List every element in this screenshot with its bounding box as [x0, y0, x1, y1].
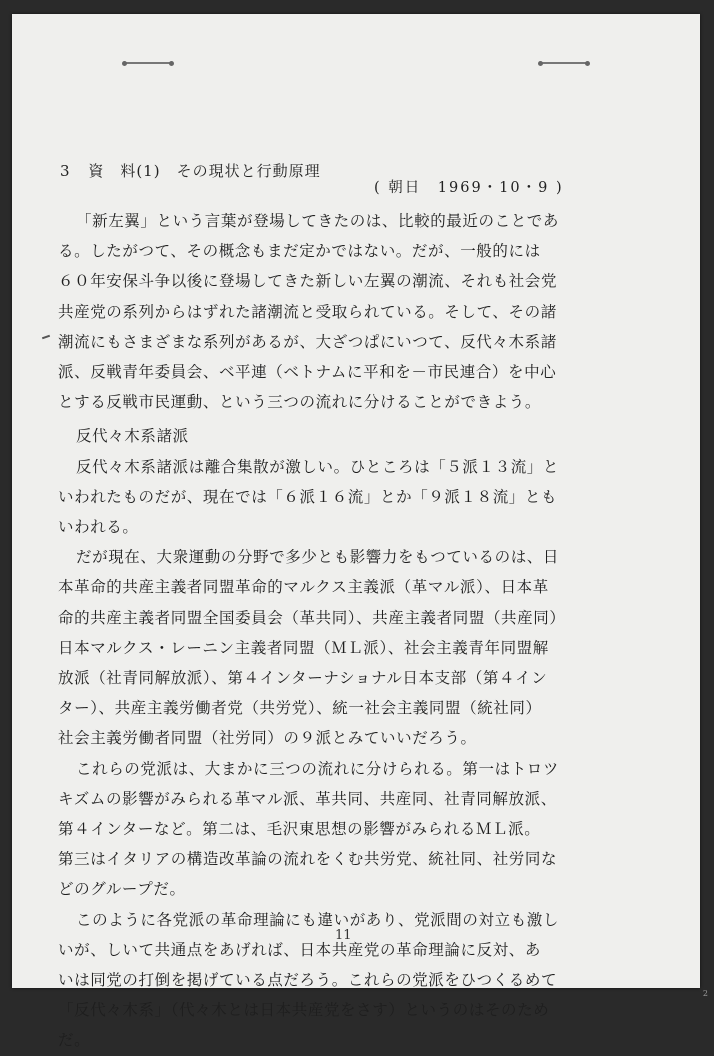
corner-mark: 2	[702, 989, 708, 998]
text-line: 第４インターなど。第二は、毛沢東思想の影響がみられるＭＬ派。	[58, 820, 541, 839]
source-dateline: ( 朝日 1969・10・9 )	[374, 180, 564, 196]
text-line: ６０年安保斗争以後に登場してきた新しい左翼の潮流、それも社会党	[58, 272, 558, 291]
text-line: 派、反戦青年委員会、ベ平連（ベトナムに平和を－市民連合）を中心	[58, 363, 557, 382]
text-line: これらの党派は、大まかに三つの流れに分けられる。第一はトロツ	[76, 759, 560, 778]
text-line: このように各党派の革命理論にも違いがあり、党派間の対立も激し	[76, 910, 560, 929]
text-line: 反代々木系諸派は離合集散が激しい。ひところは「５派１３流」と	[76, 457, 560, 476]
body-text	[58, 206, 654, 1056]
text-line: いが、しいて共通点をあげれば、日本共産党の革命理論に反対、あ	[58, 940, 542, 959]
text-line: 第三はイタリアの構造改革論の流れをくむ共労党、統社同、社労同な	[58, 850, 558, 869]
text-line: いわれる。	[58, 518, 139, 537]
subsection-heading: 反代々木系諸派	[76, 427, 189, 446]
text-line: だが現在、大衆運動の分野で多少とも影響力をもつているのは、日	[76, 548, 560, 567]
text-line: だ。	[58, 1031, 91, 1050]
text-line: 日本マルクス・レーニン主義者同盟（ＭＬ派）、社会主義青年同盟解	[58, 638, 549, 657]
document-page	[12, 14, 700, 1050]
text-line: 「反代々木系」（代々木とは日本共産党をさす）というのはそのため	[58, 1001, 550, 1020]
staple-mark-left	[124, 62, 172, 68]
text-line: ター）、共産主義労働者党（共労党）、統一社会主義同盟（統社同）	[58, 699, 542, 718]
subsection-body	[58, 452, 654, 1056]
section-title: 資 料(1) その現状と行動原理	[88, 162, 321, 180]
page-number: 11	[335, 928, 352, 943]
section-number: 3	[60, 162, 71, 180]
text-line: 社会主義労働者同盟（社労同）の９派とみていいだろう。	[58, 729, 477, 748]
section-heading	[60, 160, 321, 181]
pen-mark	[42, 335, 50, 340]
staple-mark-right	[540, 62, 588, 68]
text-line: 放派（社青同解放派）、第４インターナショナル日本支部（第４イン	[58, 669, 548, 688]
text-line: どのグループだ。	[58, 880, 186, 899]
text-line: いは同党の打倒を掲げている点だろう。これらの党派をひつくるめて	[58, 971, 558, 990]
text-line: 潮流にもさまざまな系列があるが、大ざつぱにいつて、反代々木系諸	[58, 332, 557, 351]
text-line: いわれたものだが、現在では「６派１６流」とか「９派１８流」とも	[58, 487, 558, 506]
text-line: キズムの影響がみられる革マル派、革共同、共産同、社青同解放派、	[58, 789, 557, 808]
text-line: 「新左翼」という言葉が登場してきたのは、比較的最近のことであ	[76, 212, 560, 230]
intro-paragraph	[58, 206, 654, 417]
text-line: 本革命的共産主義者同盟革命的マルクス主義派（革マル派）、日本革	[58, 578, 549, 597]
text-line: 共産党の系列からはずれた諸潮流と受取られている。そして、その諸	[58, 302, 557, 321]
text-line: とする反戦市民運動、という三つの流れに分けることができよう。	[58, 393, 542, 412]
text-line: 命的共産主義者同盟全国委員会（革共同）、共産主義者同盟（共産同）	[58, 608, 566, 627]
text-line: る。したがつて、その概念もまだ定かではない。だが、一般的には	[58, 242, 541, 261]
